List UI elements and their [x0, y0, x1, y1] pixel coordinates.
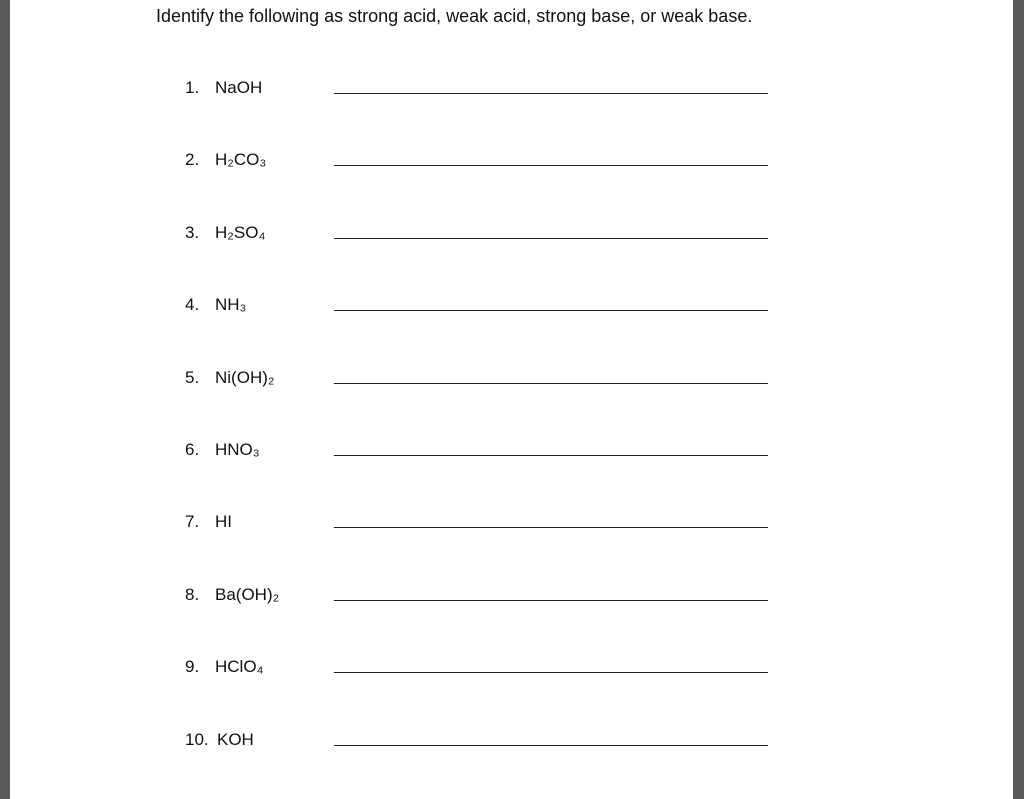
answer-blank-10[interactable]: [334, 745, 768, 746]
question-formula: NH₃: [215, 295, 247, 314]
answer-blank-4[interactable]: [334, 310, 768, 311]
question-item-1: [10, 78, 1013, 118]
question-formula: Ni(OH)₂: [215, 368, 275, 387]
question-number: 1.: [185, 78, 200, 97]
answer-blank-5[interactable]: [334, 383, 768, 384]
question-formula: HClO₄: [215, 657, 264, 676]
question-number: 2.: [185, 150, 200, 169]
question-number: 6.: [185, 440, 200, 459]
question-item-5: [10, 368, 1013, 408]
question-number: 8.: [185, 585, 200, 604]
question-formula: NaOH: [215, 78, 263, 97]
question-number: 9.: [185, 657, 200, 676]
answer-blank-8[interactable]: [334, 600, 768, 601]
answer-blank-2[interactable]: [334, 165, 768, 166]
question-formula: H₂CO₃: [215, 150, 267, 169]
question-number: 5.: [185, 368, 200, 387]
question-formula: KOH: [217, 730, 254, 749]
question-item-2: [10, 150, 1013, 190]
question-item-4: [10, 295, 1013, 335]
question-number: 7.: [185, 512, 200, 531]
question-number: 3.: [185, 223, 200, 242]
question-item-8: [10, 585, 1013, 625]
question-formula: H₂SO₄: [215, 223, 266, 242]
question-item-3: [10, 223, 1013, 263]
question-formula: HI: [215, 512, 232, 531]
answer-blank-6[interactable]: [334, 455, 768, 456]
question-number: 10.: [185, 730, 209, 749]
question-formula: Ba(OH)₂: [215, 585, 280, 604]
question-formula: HNO₃: [215, 440, 260, 459]
question-item-7: [10, 512, 1013, 552]
document-page: [10, 0, 1013, 799]
answer-blank-1[interactable]: [334, 93, 768, 94]
answer-blank-3[interactable]: [334, 238, 768, 239]
question-item-9: [10, 657, 1013, 697]
answer-blank-9[interactable]: [334, 672, 768, 673]
instructions-text: Identify the following as strong acid, weak acid, strong base, or weak base.: [156, 6, 753, 26]
question-number: 4.: [185, 295, 200, 314]
question-item-6: [10, 440, 1013, 480]
question-item-10: [10, 730, 1013, 770]
answer-blank-7[interactable]: [334, 527, 768, 528]
